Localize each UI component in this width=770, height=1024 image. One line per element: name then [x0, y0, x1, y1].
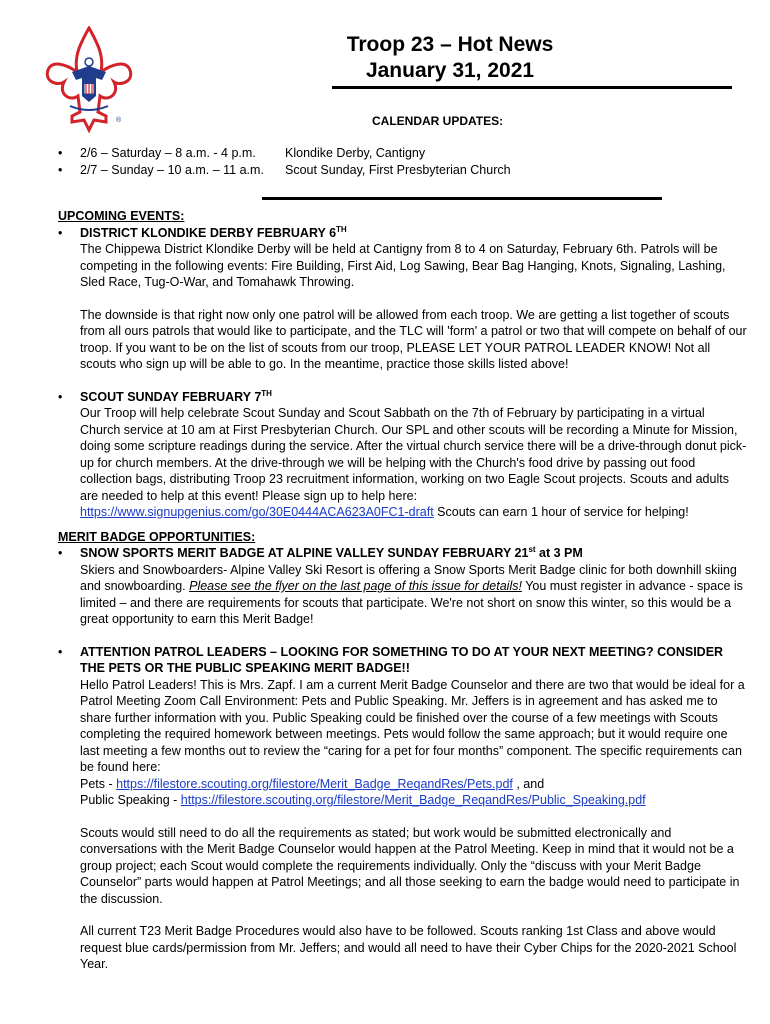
bullet: • [58, 644, 63, 659]
calendar-divider [262, 197, 662, 200]
pets-requirements: Pets - https://filestore.scouting.org/filestore/Merit_Badge_ReqandRes/Pets.pdf , and [80, 776, 545, 791]
event-description: The downside is that right now only one patrol will be allowed from each troop. We are getting a list together of scouts from all ours patrols that would like to participate, and the TLC will 'form' a patrol or two that will compete on behalf of our troop. If you want to be on the list of scouts from our troop, PLEASE LET YOUR PATROL LEADER KNOW! Not all scouts who sign up will be able to go. In the meantime, practice those skills listed above! [80, 307, 747, 371]
newsletter-date: January 31, 2021 [365, 59, 535, 82]
bsa-fleur-de-lis-logo [44, 26, 134, 134]
event-title: DISTRICT KLONDIKE DERBY FEBRUARY 6TH [80, 224, 347, 240]
event-description: Skiers and Snowboarders- Alpine Valley Ski Resort is offering a Snow Sports Merit Badge clinic for both downhill skiing and snowboarding. Please see the flyer on the last page of this issue for details! You must register in advance - space is limited – and there are requirements for scouts that participate. We're not short on snow this winter, so this would be a great opportunity to earn this Merit Badge! [80, 562, 743, 626]
newsletter-title-block [290, 32, 610, 84]
public-speaking-requirements: Public Speaking - https://filestore.scouting.org/filestore/Merit_Badge_ReqandRes/Public_Speaking.pdf [80, 793, 646, 807]
calendar-item [58, 162, 511, 179]
event-title: SCOUT SUNDAY FEBRUARY 7TH [80, 388, 272, 404]
bullet: • [58, 146, 63, 160]
calendar-when: 2/7 – Sunday – 10 a.m. – 11 a.m. [80, 163, 264, 177]
calendar-list [58, 145, 511, 179]
event-title: ATTENTION PATROL LEADERS – LOOKING FOR SOMETHING TO DO AT YOUR NEXT MEETING? CONSIDER THE PETS OR THE PUBLIC SPEAKING MERIT BADGE!! [80, 644, 724, 675]
merit-badge-heading: MERIT BADGE OPPORTUNITIES: [58, 529, 256, 544]
public-speaking-link[interactable]: https://filestore.scouting.org/filestore/Merit_Badge_ReqandRes/Public_Speaking.pdf [180, 793, 646, 807]
bullet: • [58, 163, 63, 177]
event-description: Hello Patrol Leaders! This is Mrs. Zapf. I am a current Merit Badge Counselor and there are two that would be ideal for a Patrol Meeting Zoom Call Environment: Pets and Public Speaking. Mr. Jeffers is in agreement and has asked me to share further information with you. Public Speaking could be finished over the course of a few meetings with Scouts completing the required homework between meetings. Pets would follow the same approach; but it would require one last meeting a few months out to review the “caring for a pet for four months” component. The specific requirements can be found here: [80, 677, 745, 774]
bullet: • [58, 546, 63, 560]
bullet: • [58, 389, 63, 404]
merit-patrol-leaders [58, 644, 748, 973]
bullet: • [58, 225, 63, 240]
calendar-when: 2/6 – Saturday – 8 a.m. - 4 p.m. [80, 146, 256, 160]
merit-snow-sports [58, 545, 748, 628]
title-divider [332, 86, 732, 89]
newsletter-title: Troop 23 – Hot News [346, 33, 554, 56]
signup-link[interactable]: https://www.signupgenius.com/go/30E0444ACA623A0FC1-draft [80, 505, 434, 519]
calendar-what: Scout Sunday, First Presbyterian Church [285, 163, 511, 177]
calendar-heading: CALENDAR UPDATES: [372, 114, 504, 128]
pets-link[interactable]: https://filestore.scouting.org/filestore/Merit_Badge_ReqandRes/Pets.pdf [116, 776, 513, 791]
event-scout-sunday [58, 389, 748, 521]
newsletter-body [58, 208, 748, 973]
event-description: All current T23 Merit Badge Procedures would also have to be followed. Scouts ranking 1st Class and above would request blue cards/permission from Mr. Jeffers; and would all need to have their Cyber Chips for the 2020-2021 School Year. [80, 924, 737, 971]
registered-mark: ® [116, 117, 122, 124]
event-title: SNOW SPORTS MERIT BADGE AT ALPINE VALLEY SUNDAY FEBRUARY 21st at 3 PM [80, 544, 583, 560]
event-klondike [58, 225, 748, 373]
event-description: Scouts would still need to do all the requirements as stated; but work would be submitted electronically and conversations with the Merit Badge Counselor would happen at the Patrol Meeting. Keep in mind that it would not be a group project; each Scout would complete the requirements individually. Only the “discuss with your Merit Badge Counselor” parts would happen at Patrol Meetings; and all those seeking to earn the badge would need to participate in the discussion. [80, 825, 740, 906]
upcoming-events-heading: UPCOMING EVENTS: [58, 209, 185, 223]
calendar-what: Klondike Derby, Cantigny [285, 146, 426, 160]
event-description: Our Troop will help celebrate Scout Sunday and Scout Sabbath on the 7th of February by participating in a virtual Church service at 10 am at First Presbyterian Church. Our SPL and other scouts will be recording a Minute for Mission, doing some scripture readings during the service. After the virtual church service there will be a drive-through donut pick-up for church members. At the drive-through we will be helping with the Church's food drive by passing out food collection bags, distributing Troop 23 recruitment information, working on two Eagle Scout projects. Scouts and adults are needed to help at this event! Please sign up to help here: https://www.signupgenius.com/go/30E0444ACA623A0FC1-draft Scouts can earn 1 hour of service for helping! [80, 406, 747, 519]
flyer-note: Please see the flyer on the last page of this issue for details! [189, 579, 522, 593]
event-description: The Chippewa District Klondike Derby will be held at Cantigny from 8 to 4 on Saturday, February 6th. Patrols will be competing in the following events: Fire Building, First Aid, Log Sawing, Bear Bag Hanging, Knots, Signaling, Lashing, Sled Race, Tug-O-War, and Tomahawk Throwing. [80, 242, 726, 289]
calendar-item [58, 145, 511, 162]
